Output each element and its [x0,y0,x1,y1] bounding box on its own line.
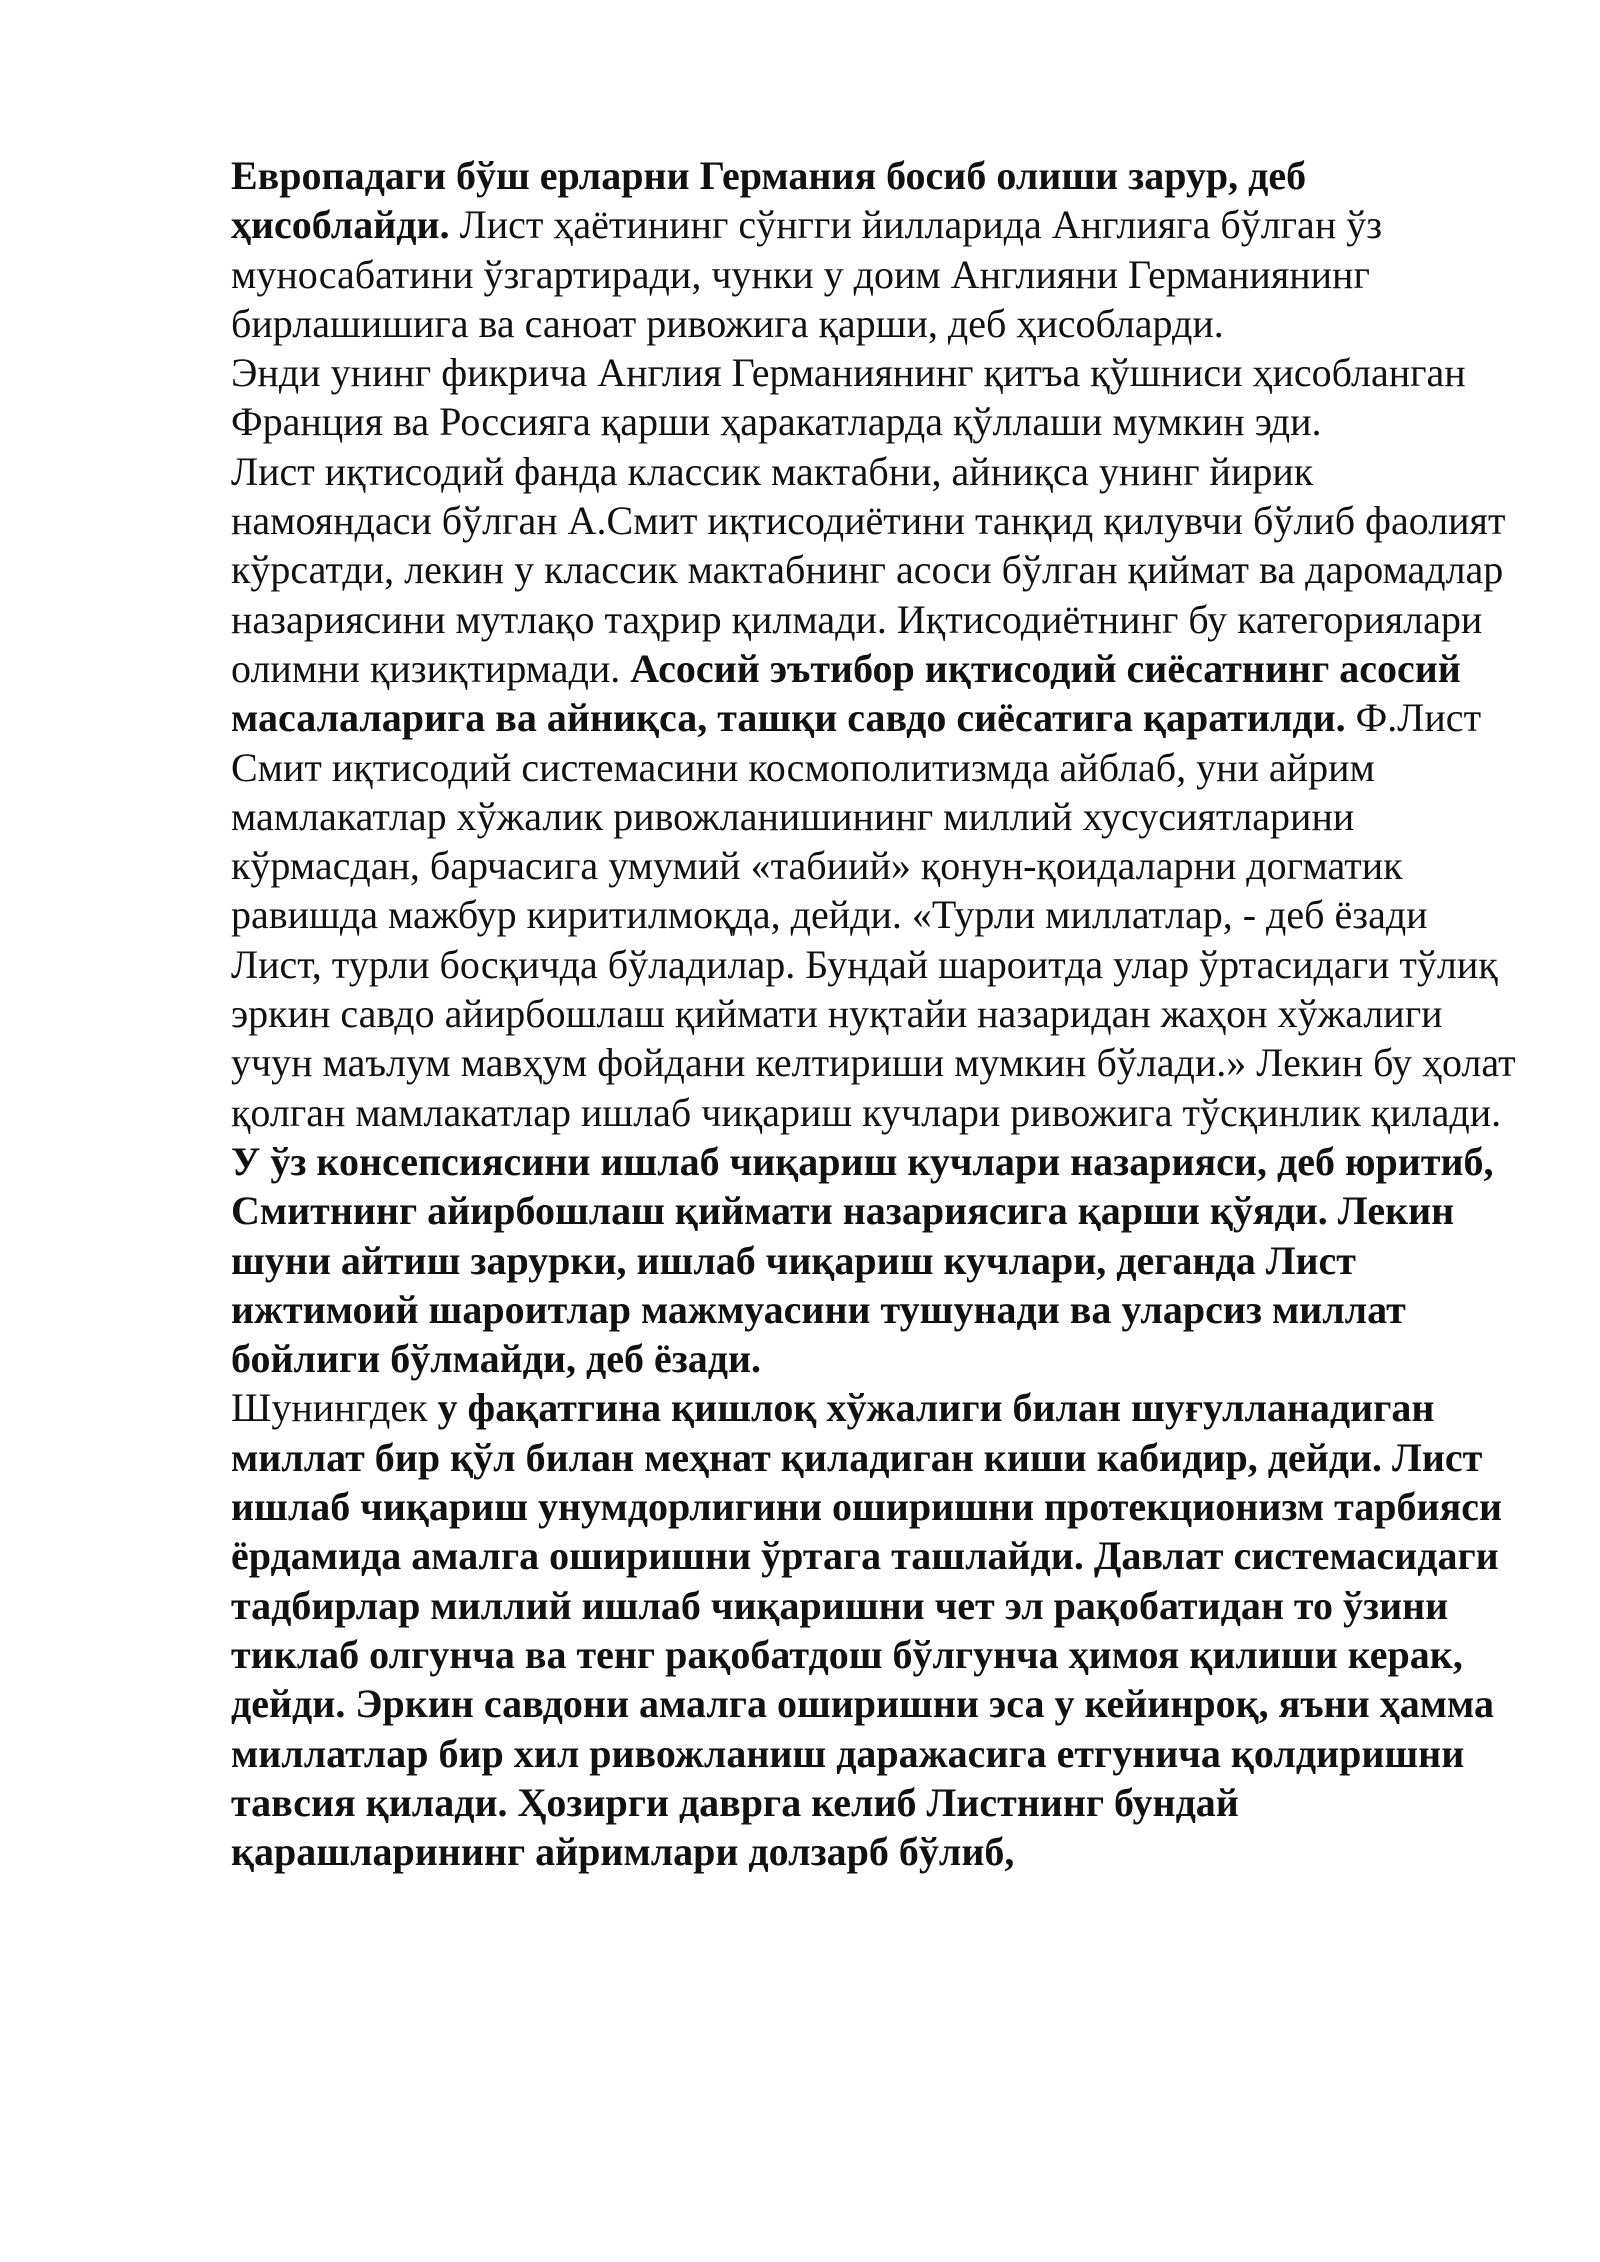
paragraph-5 [231,1383,1521,1876]
paragraph-5-bold: у фақатгина қишлоқ хўжалиги билан шуғулланадиган миллат бир қўл билан меҳнат қиладиган киши кабидир, дейди. Лист ишлаб чиқариш унумдорлигини оширишни протекционизм тарбияси ёрдамида амалга оширишни ўртага ташлайди. Давлат системасидаги тадбирлар миллий ишлаб чиқаришни чет эл рақобатидан то ўзини тиклаб олгунча ва тенг рақобатдош бўлгунча ҳимоя қилиши керак, дейди. Эркин савдони амалга оширишни эса у кейинроқ, яъни ҳамма миллатлар бир хил ривожланиш даражасига етгунича қолдиришни тавсия қилади. Ҳозирги даврга келиб Листнинг бундай қарашларининг айримлари долзарб бўлиб, [231,1385,1503,1875]
paragraph-3 [231,447,1521,1137]
paragraph-4 [231,1137,1521,1383]
paragraph-2-text: Энди унинг фикрича Англия Германиянинг қитъа қўшниси ҳисобланган Франция ва Россияга қарши ҳаракатларда қўллаши мумкин эди. [231,350,1466,445]
paragraph-1-text: Лист ҳаётининг сўнгги йилларида Англияга бўлган ўз муносабатини ўзгартиради, чунки у доим Англияни Германиянинг бирлашишига ва саноат ривожига қарши, деб ҳисобларди. [231,202,1383,346]
paragraph-3-bold: Асосий эътибор иқтисодий сиёсатнинг асосий масалаларига ва айниқса, ташқи савдо сиёсатига қаратилди. [231,645,1461,741]
paragraph-4-bold: У ўз консепсиясини ишлаб чиқариш кучлари назарияси, деб юритиб, Смитнинг айирбошлаш қиймати назариясига қарши қўяди. Лекин шуни айтиш зарурки, ишлаб чиқариш кучлари, деганда Лист ижтимоий шароитлар мажмуасини тушунади ва уларсиз миллат бойлиги бўлмайди, деб ёзади. [231,1138,1494,1382]
paragraph-1 [231,151,1521,348]
paragraph-1-bold-lead: Европадаги бўш ерларни Германия босиб олиши зарур, деб ҳисоблайди. [231,153,1307,248]
document-page [231,151,1521,1876]
paragraph-3-text-b: Ф.Лист Смит иқтисодий системасини космополитизмда айблаб, уни айрим мамлакатлар хўжалик ривожланишининг миллий хусусиятларини кўрмасдан, барчасига умумий «табиий» қонун-қоидаларни догматик равишда мажбур киритилмоқда, дейди. «Турли миллатлар, - деб ёзади Лист, турли босқичда бўладилар. Бундай шароитда улар ўртасидаги тўлиқ эркин савдо айирбошлаш қиймати нуқтайи назаридан жаҳон хўжалиги учун маълум мавҳум фойдани келтириши мумкин бўлади.» Лекин бу ҳолат қолган мамлакатлар ишлаб чиқариш кучлари ривожига тўсқинлик қилади. [231,695,1516,1135]
paragraph-3-text-a: Лист иқтисодий фанда классик мактабни, айниқса унинг йирик намояндаси бўлган А.Смит иқтисодиётини танқид қилувчи бўлиб фаолият кўрсатди, лекин у классик мактабнинг асоси бўлган қиймат ва даромадлар назариясини мутлақо таҳрир қилмади. Иқтисодиётнинг бу категориялари олимни қизиқтирмади. [231,448,1506,691]
paragraph-5-text: Шунингдек [231,1385,428,1431]
paragraph-2 [231,348,1521,447]
